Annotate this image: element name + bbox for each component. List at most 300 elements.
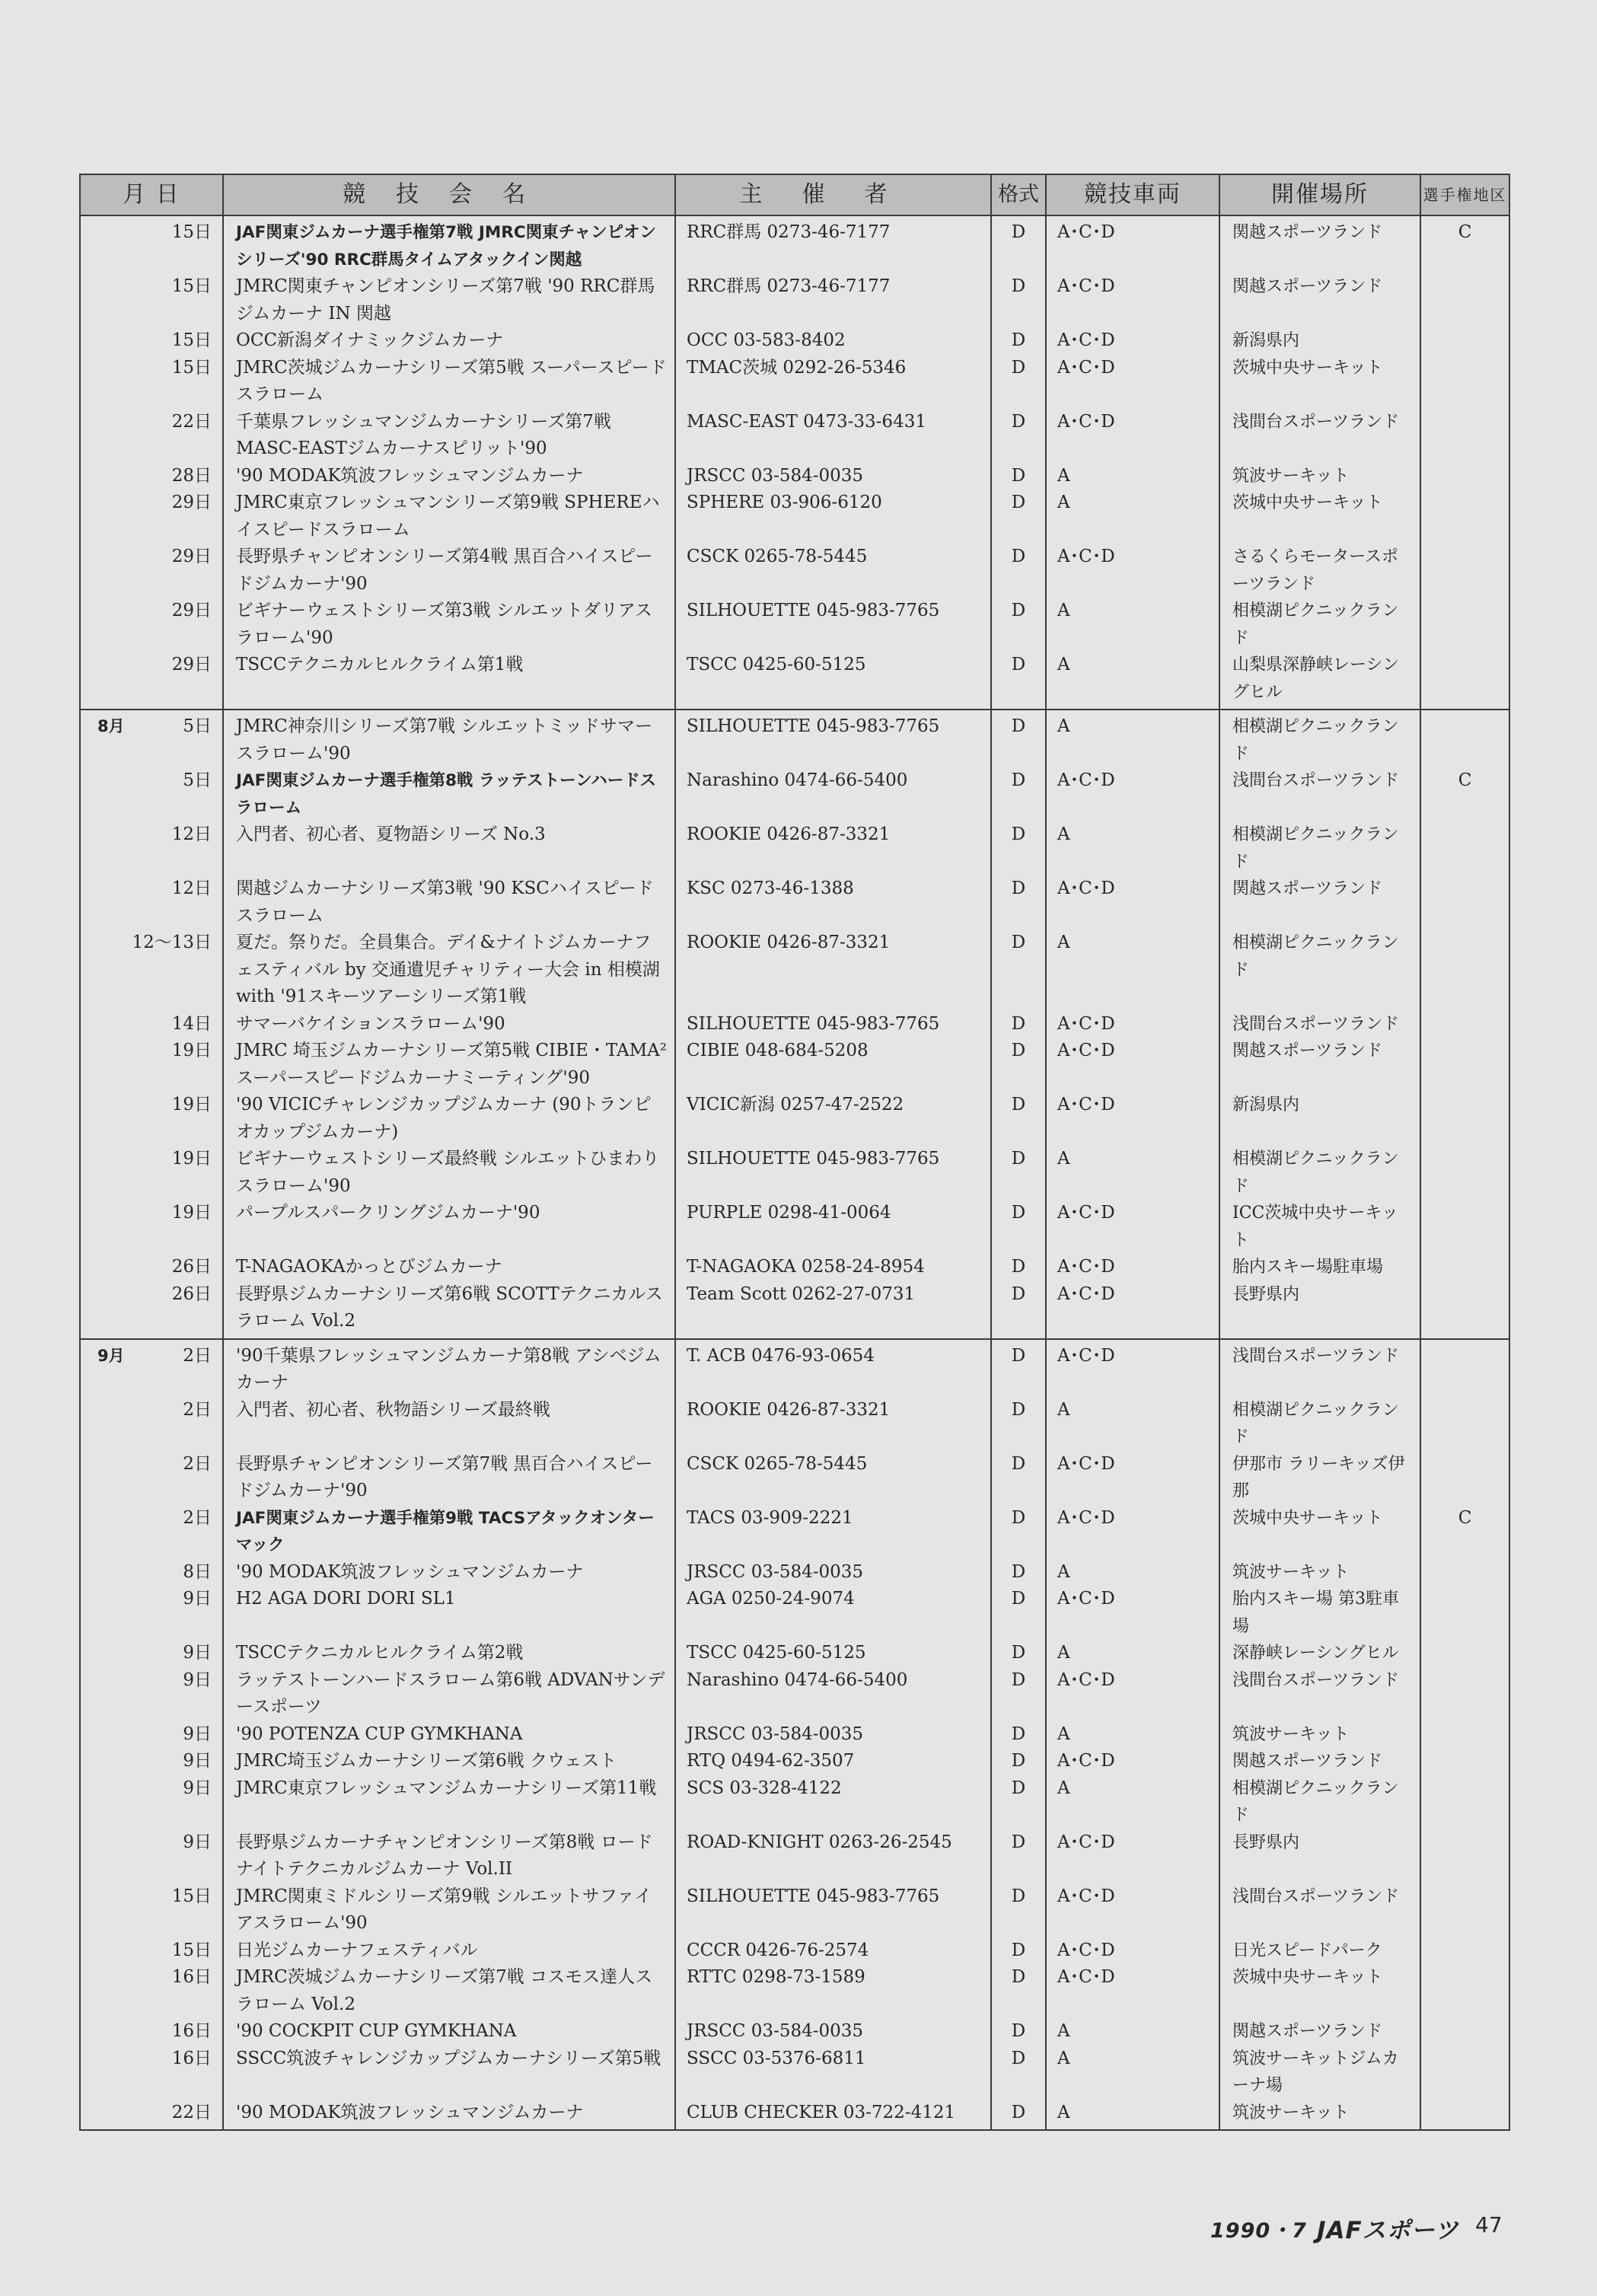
event-date — [80, 273, 223, 327]
event-name: JMRC埼玉ジムカーナシリーズ第6戦 クウェスト — [223, 1748, 675, 1775]
event-date — [80, 1775, 223, 1829]
day-label: 15日 — [171, 330, 212, 350]
table-row — [80, 821, 1509, 875]
event-region — [1420, 463, 1509, 490]
event-organizer: CCCR 0426-76-2574 — [675, 1937, 991, 1965]
event-vehicles: A — [1046, 463, 1219, 490]
event-date — [80, 1038, 223, 1092]
table-row — [80, 273, 1509, 327]
event-organizer: TSCC 0425-60-5125 — [675, 1640, 991, 1667]
event-region — [1420, 1775, 1509, 1829]
table-row — [80, 1451, 1509, 1505]
event-vehicles: A･C･D — [1046, 1829, 1219, 1883]
event-format: D — [991, 1937, 1046, 1965]
event-date — [80, 215, 223, 273]
event-date — [80, 930, 223, 1011]
event-venue: 関越スポーツランド — [1219, 2018, 1420, 2046]
event-name: '90 MODAK筑波フレッシュマンジムカーナ — [223, 463, 675, 490]
event-organizer: Team Scott 0262-27-0731 — [675, 1281, 991, 1339]
event-date — [80, 2100, 223, 2131]
event-vehicles: A — [1046, 710, 1219, 767]
event-format: D — [991, 1964, 1046, 2018]
event-format: D — [991, 1092, 1046, 1146]
event-venue: 浅間台スポーツランド — [1219, 1667, 1420, 1721]
day-label: 15日 — [171, 1886, 212, 1906]
table-row — [80, 875, 1509, 930]
event-name: JMRC関東チャンピオンシリーズ第7戦 '90 RRC群馬ジムカーナ IN 関越 — [223, 273, 675, 327]
day-label: 29日 — [171, 655, 212, 674]
event-organizer: RRC群馬 0273-46-7177 — [675, 215, 991, 273]
event-date — [80, 710, 223, 767]
event-region — [1420, 1829, 1509, 1883]
event-name: 長野県ジムカーナシリーズ第6戦 SCOTTテクニカルスラローム Vol.2 — [223, 1281, 675, 1339]
event-date — [80, 1254, 223, 1281]
day-label: 9日 — [183, 1832, 212, 1852]
event-region — [1420, 710, 1509, 767]
event-region — [1420, 821, 1509, 875]
event-vehicles: A･C･D — [1046, 1281, 1219, 1339]
table-row — [80, 1038, 1509, 1092]
day-label: 12日 — [171, 824, 212, 844]
event-venue: 関越スポーツランド — [1219, 1038, 1420, 1092]
event-region: C — [1420, 767, 1509, 821]
day-label: 26日 — [171, 1284, 212, 1304]
issue-date: 1990・7 — [1210, 2219, 1307, 2243]
event-venue: 新潟県内 — [1219, 327, 1420, 355]
table-row — [80, 544, 1509, 598]
month-section — [80, 1339, 1509, 2131]
event-vehicles: A･C･D — [1046, 273, 1219, 327]
event-venue: 筑波サーキット — [1219, 1559, 1420, 1586]
event-name: '90 MODAK筑波フレッシュマンジムカーナ — [223, 1559, 675, 1586]
event-venue: さるくらモータースポーツランド — [1219, 544, 1420, 598]
event-vehicles: A･C･D — [1046, 1937, 1219, 1965]
event-name: JMRC関東ミドルシリーズ第9戦 シルエットサファイアスラローム'90 — [223, 1883, 675, 1937]
day-label: 15日 — [171, 1940, 212, 1960]
event-region — [1420, 1451, 1509, 1505]
event-format: D — [991, 1146, 1046, 1200]
event-vehicles: A･C･D — [1046, 1964, 1219, 2018]
table-row — [80, 1254, 1509, 1281]
event-name: 入門者、初心者、秋物語シリーズ最終戦 — [223, 1397, 675, 1451]
event-name: サマーバケイションスラローム'90 — [223, 1011, 675, 1038]
event-region — [1420, 1200, 1509, 1254]
event-name: ラッテストーンハードスラローム第6戦 ADVANサンデースポーツ — [223, 1667, 675, 1721]
event-vehicles: A･C･D — [1046, 1200, 1219, 1254]
event-organizer: T. ACB 0476-93-0654 — [675, 1339, 991, 1397]
event-organizer: RTTC 0298-73-1589 — [675, 1964, 991, 2018]
event-date — [80, 598, 223, 652]
table-row — [80, 1829, 1509, 1883]
day-label: 12日 — [171, 879, 212, 898]
header-date: 月 日 — [80, 174, 223, 215]
event-name: 入門者、初心者、夏物語シリーズ No.3 — [223, 821, 675, 875]
day-label: 5日 — [183, 716, 212, 736]
event-organizer: JRSCC 03-584-0035 — [675, 463, 991, 490]
month-label: 8月 — [97, 717, 125, 735]
event-vehicles: A･C･D — [1046, 1254, 1219, 1281]
event-format: D — [991, 1883, 1046, 1937]
event-vehicles: A･C･D — [1046, 1092, 1219, 1146]
day-label: 19日 — [171, 1041, 212, 1060]
table-row — [80, 1775, 1509, 1829]
day-label: 5日 — [183, 770, 212, 790]
event-venue: 日光スピードパーク — [1219, 1937, 1420, 1965]
event-vehicles: A — [1046, 1721, 1219, 1749]
event-format: D — [991, 1748, 1046, 1775]
event-venue: 長野県内 — [1219, 1281, 1420, 1339]
event-date — [80, 463, 223, 490]
event-venue: 茨城中央サーキット — [1219, 355, 1420, 409]
day-label: 16日 — [171, 1967, 212, 1987]
event-organizer: SILHOUETTE 045-983-7765 — [675, 710, 991, 767]
event-vehicles: A･C･D — [1046, 1038, 1219, 1092]
event-date — [80, 1451, 223, 1505]
event-organizer: SCS 03-328-4122 — [675, 1775, 991, 1829]
event-organizer: Narashino 0474-66-5400 — [675, 767, 991, 821]
header-event-name: 競技会名 — [223, 174, 675, 215]
day-label: 9日 — [183, 1724, 212, 1744]
event-name: JAF関東ジムカーナ選手権第9戦 TACSアタックオンターマック — [223, 1505, 675, 1559]
event-date — [80, 1146, 223, 1200]
event-format: D — [991, 1281, 1046, 1339]
event-region — [1420, 1281, 1509, 1339]
event-venue: 関越スポーツランド — [1219, 273, 1420, 327]
event-region — [1420, 489, 1509, 544]
event-vehicles: A･C･D — [1046, 1748, 1219, 1775]
event-name: JMRC茨城ジムカーナシリーズ第5戦 スーパースピードスラローム — [223, 355, 675, 409]
event-vehicles: A — [1046, 598, 1219, 652]
event-date — [80, 767, 223, 821]
table-row — [80, 598, 1509, 652]
event-format: D — [991, 2018, 1046, 2046]
event-name: 長野県チャンピオンシリーズ第7戦 黒百合ハイスピードジムカーナ'90 — [223, 1451, 675, 1505]
header-region: 選手権地区 — [1420, 174, 1509, 215]
event-date — [80, 1011, 223, 1038]
event-format: D — [991, 821, 1046, 875]
event-date — [80, 1397, 223, 1451]
event-name: '90 VICICチャレンジカップジムカーナ (90トランピオカップジムカーナ) — [223, 1092, 675, 1146]
event-format: D — [991, 1200, 1046, 1254]
event-organizer: MASC-EAST 0473-33-6431 — [675, 409, 991, 463]
event-venue: 関越スポーツランド — [1219, 875, 1420, 930]
table-row — [80, 2046, 1509, 2100]
event-date — [80, 1829, 223, 1883]
event-region — [1420, 327, 1509, 355]
event-vehicles: A — [1046, 1146, 1219, 1200]
event-vehicles: A — [1046, 652, 1219, 710]
event-organizer: SILHOUETTE 045-983-7765 — [675, 1146, 991, 1200]
event-organizer: JRSCC 03-584-0035 — [675, 1559, 991, 1586]
event-format: D — [991, 767, 1046, 821]
event-name: '90 POTENZA CUP GYMKHANA — [223, 1721, 675, 1749]
table-row — [80, 1011, 1509, 1038]
event-format: D — [991, 1038, 1046, 1092]
event-organizer: SPHERE 03-906-6120 — [675, 489, 991, 544]
event-venue: 関越スポーツランド — [1219, 215, 1420, 273]
event-region — [1420, 1721, 1509, 1749]
table-row — [80, 1667, 1509, 1721]
header-organizer: 主催者 — [675, 174, 991, 215]
month-label: 9月 — [97, 1346, 125, 1365]
day-label: 8日 — [183, 1561, 212, 1582]
event-region — [1420, 1964, 1509, 2018]
event-region — [1420, 1146, 1509, 1200]
event-vehicles: A･C･D — [1046, 1451, 1219, 1505]
event-date — [80, 409, 223, 463]
event-organizer: SILHOUETTE 045-983-7765 — [675, 1883, 991, 1937]
event-organizer: CIBIE 048-684-5208 — [675, 1038, 991, 1092]
event-vehicles: A･C･D — [1046, 1586, 1219, 1640]
event-region: C — [1420, 215, 1509, 273]
event-vehicles: A — [1046, 2046, 1219, 2100]
event-venue: 筑波サーキットジムカーナ場 — [1219, 2046, 1420, 2100]
event-format: D — [991, 1559, 1046, 1586]
event-venue: 関越スポーツランド — [1219, 1748, 1420, 1775]
event-date — [80, 1339, 223, 1397]
event-region — [1420, 652, 1509, 710]
event-format: D — [991, 463, 1046, 490]
day-label: 28日 — [171, 465, 212, 486]
page-number: 47 — [1475, 2212, 1503, 2237]
event-date — [80, 327, 223, 355]
event-date — [80, 2046, 223, 2100]
magazine-title: JAFスポーツ — [1317, 2217, 1459, 2244]
day-label: 9日 — [183, 1669, 212, 1690]
event-organizer: TMAC茨城 0292-26-5346 — [675, 355, 991, 409]
event-format: D — [991, 875, 1046, 930]
event-name: JMRC東京フレッシュマンジムカーナシリーズ第11戦 — [223, 1775, 675, 1829]
event-format: D — [991, 2100, 1046, 2131]
day-label: 2日 — [183, 1345, 212, 1366]
event-name: '90千葉県フレッシュマンジムカーナ第8戦 アシベジムカーナ — [223, 1339, 675, 1397]
event-vehicles: A — [1046, 1397, 1219, 1451]
event-format: D — [991, 598, 1046, 652]
table-row — [80, 930, 1509, 1011]
event-region — [1420, 930, 1509, 1011]
event-date — [80, 1559, 223, 1586]
event-region — [1420, 1937, 1509, 1965]
event-region — [1420, 1748, 1509, 1775]
event-format: D — [991, 1667, 1046, 1721]
table-row — [80, 1964, 1509, 2018]
event-venue: 相模湖ピクニックランド — [1219, 598, 1420, 652]
event-organizer: Narashino 0474-66-5400 — [675, 1667, 991, 1721]
event-organizer: SILHOUETTE 045-983-7765 — [675, 598, 991, 652]
table-row — [80, 1640, 1509, 1667]
day-label: 2日 — [183, 1507, 212, 1528]
day-label: 29日 — [171, 493, 212, 512]
event-region — [1420, 273, 1509, 327]
event-venue: 深静峡レーシングヒル — [1219, 1640, 1420, 1667]
header-format: 格式 — [991, 174, 1046, 215]
day-label: 9日 — [183, 1643, 212, 1663]
event-schedule — [79, 174, 1509, 2131]
event-vehicles: A･C･D — [1046, 1667, 1219, 1721]
table-row — [80, 1883, 1509, 1937]
event-date — [80, 1092, 223, 1146]
event-venue: 茨城中央サーキット — [1219, 1505, 1420, 1559]
table-row — [80, 1586, 1509, 1640]
day-label: 2日 — [183, 1453, 212, 1474]
event-region — [1420, 1640, 1509, 1667]
event-organizer: SSCC 03-5376-6811 — [675, 2046, 991, 2100]
event-format: D — [991, 1254, 1046, 1281]
event-date — [80, 2018, 223, 2046]
event-name: 長野県チャンピオンシリーズ第4戦 黒百合ハイスピードジムカーナ'90 — [223, 544, 675, 598]
event-date — [80, 489, 223, 544]
event-organizer: CLUB CHECKER 03-722-4121 — [675, 2100, 991, 2131]
event-format: D — [991, 327, 1046, 355]
event-name: JAF関東ジムカーナ選手権第8戦 ラッテストーンハードスラローム — [223, 767, 675, 821]
event-format: D — [991, 215, 1046, 273]
table-row — [80, 1092, 1509, 1146]
event-organizer: ROAD-KNIGHT 0263-26-2545 — [675, 1829, 991, 1883]
event-format: D — [991, 1339, 1046, 1397]
event-organizer: CSCK 0265-78-5445 — [675, 1451, 991, 1505]
day-label: 29日 — [171, 601, 212, 620]
table-row — [80, 1200, 1509, 1254]
event-region — [1420, 1011, 1509, 1038]
event-format: D — [991, 1775, 1046, 1829]
event-vehicles: A･C･D — [1046, 1505, 1219, 1559]
event-venue: 相模湖ピクニックランド — [1219, 710, 1420, 767]
event-region — [1420, 1092, 1509, 1146]
event-format: D — [991, 1505, 1046, 1559]
event-name: SSCC筑波チャレンジカップジムカーナシリーズ第5戦 — [223, 2046, 675, 2100]
event-vehicles: A･C･D — [1046, 215, 1219, 273]
event-name: T-NAGAOKAかっとびジムカーナ — [223, 1254, 675, 1281]
event-venue: 新潟県内 — [1219, 1092, 1420, 1146]
table-row — [80, 1397, 1509, 1451]
event-organizer: T-NAGAOKA 0258-24-8954 — [675, 1254, 991, 1281]
event-vehicles: A･C･D — [1046, 544, 1219, 598]
event-date — [80, 1748, 223, 1775]
event-date — [80, 1505, 223, 1559]
event-vehicles: A — [1046, 821, 1219, 875]
event-vehicles: A — [1046, 2018, 1219, 2046]
table-row — [80, 1146, 1509, 1200]
event-vehicles: A･C･D — [1046, 767, 1219, 821]
event-vehicles: A･C･D — [1046, 327, 1219, 355]
table-row — [80, 1748, 1509, 1775]
event-name: 長野県ジムカーナチャンピオンシリーズ第8戦 ロードナイトテクニカルジムカーナ Vol.II — [223, 1829, 675, 1883]
event-venue: 長野県内 — [1219, 1829, 1420, 1883]
event-organizer: RTQ 0494-62-3507 — [675, 1748, 991, 1775]
table-row — [80, 2100, 1509, 2131]
day-label: 2日 — [183, 1399, 212, 1420]
event-date — [80, 1640, 223, 1667]
event-venue: 浅間台スポーツランド — [1219, 1011, 1420, 1038]
table-row — [80, 1721, 1509, 1749]
table-row — [80, 652, 1509, 710]
event-organizer: ROOKIE 0426-87-3321 — [675, 821, 991, 875]
table-row — [80, 1937, 1509, 1965]
event-region — [1420, 1586, 1509, 1640]
event-organizer: ROOKIE 0426-87-3321 — [675, 1397, 991, 1451]
event-venue: 胎内スキー場駐車場 — [1219, 1254, 1420, 1281]
event-venue: 浅間台スポーツランド — [1219, 1883, 1420, 1937]
event-date — [80, 1937, 223, 1965]
event-organizer: RRC群馬 0273-46-7177 — [675, 273, 991, 327]
event-region — [1420, 355, 1509, 409]
event-venue: ICC茨城中央サーキット — [1219, 1200, 1420, 1254]
event-region — [1420, 1339, 1509, 1397]
day-label: 22日 — [171, 411, 212, 432]
day-label: 9日 — [183, 1589, 212, 1609]
event-format: D — [991, 1397, 1046, 1451]
day-label: 15日 — [171, 276, 212, 296]
event-date — [80, 1200, 223, 1254]
event-format: D — [991, 355, 1046, 409]
month-section — [80, 710, 1509, 1339]
table-row — [80, 710, 1509, 767]
month-section — [80, 215, 1509, 710]
event-organizer: JRSCC 03-584-0035 — [675, 2018, 991, 2046]
event-organizer: PURPLE 0298-41-0064 — [675, 1200, 991, 1254]
event-name: H2 AGA DORI DORI SL1 — [223, 1586, 675, 1640]
event-name: 千葉県フレッシュマンジムカーナシリーズ第7戦 MASC-EASTジムカーナスピリット'90 — [223, 409, 675, 463]
event-vehicles: A — [1046, 489, 1219, 544]
event-name: JAF関東ジムカーナ選手権第7戦 JMRC関東チャンピオンシリーズ'90 RRC群馬タイムアタックイン関越 — [223, 215, 675, 273]
event-format: D — [991, 1451, 1046, 1505]
event-date — [80, 355, 223, 409]
event-format: D — [991, 1721, 1046, 1749]
table-row — [80, 463, 1509, 490]
event-name: JMRC東京フレッシュマンシリーズ第9戦 SPHEREハイスピードスラローム — [223, 489, 675, 544]
event-venue: 相模湖ピクニックランド — [1219, 930, 1420, 1011]
event-region: C — [1420, 1505, 1509, 1559]
event-name: ビギナーウェストシリーズ最終戦 シルエットひまわりスラローム'90 — [223, 1146, 675, 1200]
event-venue: 筑波サーキット — [1219, 463, 1420, 490]
event-vehicles: A･C･D — [1046, 355, 1219, 409]
event-venue: 浅間台スポーツランド — [1219, 1339, 1420, 1397]
event-organizer: CSCK 0265-78-5445 — [675, 544, 991, 598]
table-row — [80, 489, 1509, 544]
event-vehicles: A — [1046, 1640, 1219, 1667]
event-format: D — [991, 1586, 1046, 1640]
event-venue: 山梨県深静峡レーシングヒル — [1219, 652, 1420, 710]
event-date — [80, 821, 223, 875]
event-venue: 浅間台スポーツランド — [1219, 767, 1420, 821]
event-format: D — [991, 273, 1046, 327]
header-row — [80, 174, 1509, 215]
day-label: 19日 — [171, 1149, 212, 1169]
table-row — [80, 355, 1509, 409]
event-date — [80, 544, 223, 598]
event-name: JMRC茨城ジムカーナシリーズ第7戦 コスモス達人スラローム Vol.2 — [223, 1964, 675, 2018]
event-organizer: VICIC新潟 0257-47-2522 — [675, 1092, 991, 1146]
event-name: OCC新潟ダイナミックジムカーナ — [223, 327, 675, 355]
event-organizer: JRSCC 03-584-0035 — [675, 1721, 991, 1749]
table-row — [80, 1505, 1509, 1559]
event-organizer: SILHOUETTE 045-983-7765 — [675, 1011, 991, 1038]
event-name: パープルスパークリングジムカーナ'90 — [223, 1200, 675, 1254]
schedule-table — [79, 174, 1510, 2131]
table-row — [80, 409, 1509, 463]
event-date — [80, 1721, 223, 1749]
event-region — [1420, 544, 1509, 598]
header-venue: 開催場所 — [1219, 174, 1420, 215]
event-venue: 相模湖ピクニックランド — [1219, 821, 1420, 875]
event-region — [1420, 409, 1509, 463]
event-name: TSCCテクニカルヒルクライム第2戦 — [223, 1640, 675, 1667]
event-organizer: OCC 03-583-8402 — [675, 327, 991, 355]
table-row — [80, 767, 1509, 821]
event-venue: 伊那市 ラリーキッズ伊那 — [1219, 1451, 1420, 1505]
event-format: D — [991, 1640, 1046, 1667]
event-format: D — [991, 710, 1046, 767]
